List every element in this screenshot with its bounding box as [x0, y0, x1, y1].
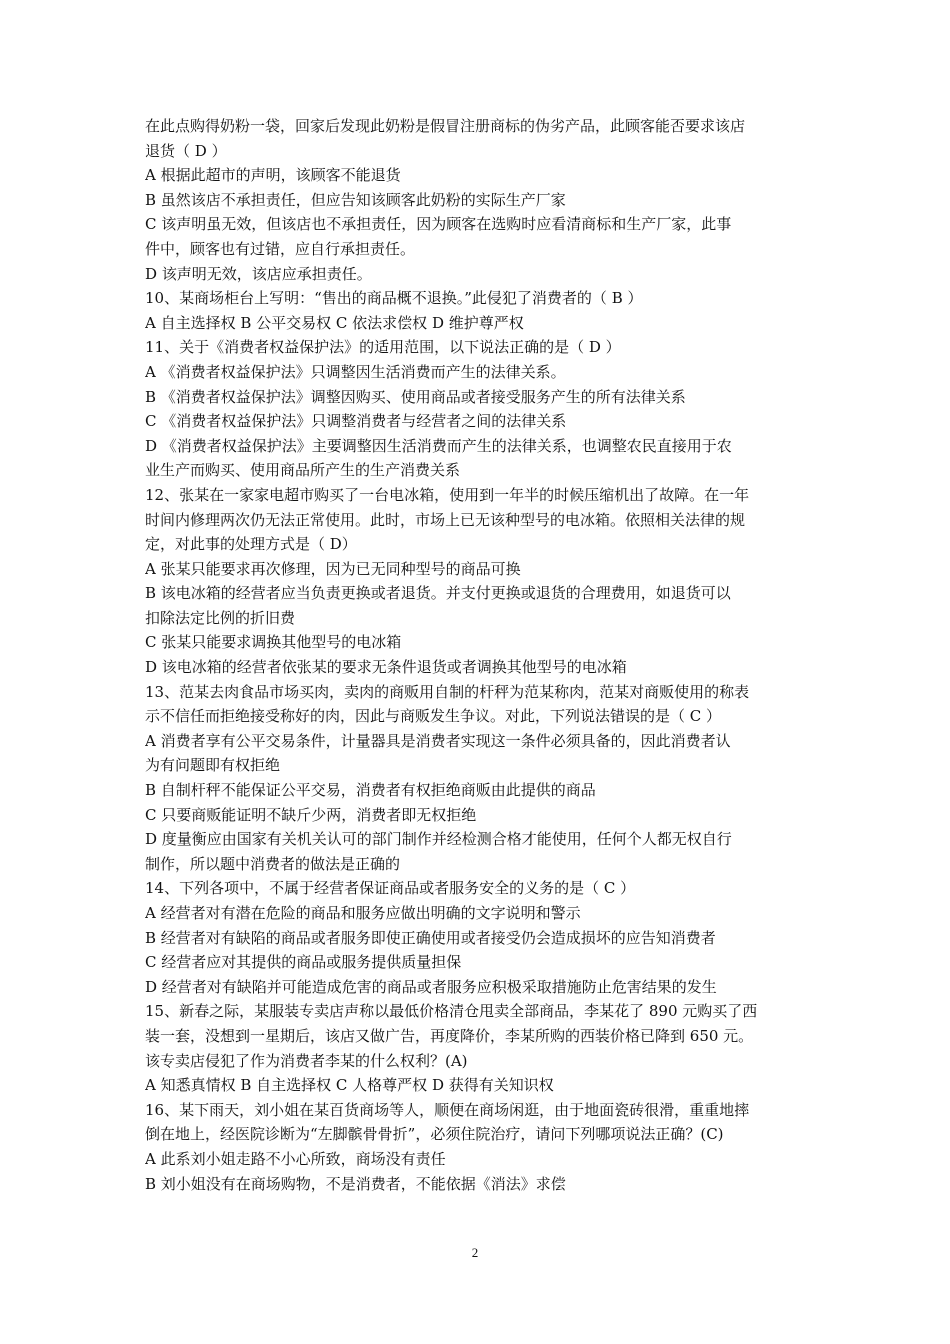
- text-line: 示不信任而拒绝接受称好的肉，因此与商贩发生争议。对此，下列说法错误的是（ C ）: [145, 707, 722, 726]
- page-number: 2: [471, 1245, 479, 1260]
- text-line: B 《消费者权益保护法》调整因购买、使用商品或者接受服务产生的所有法律关系: [145, 387, 686, 406]
- text-line: 为有问题即有权拒绝: [145, 756, 281, 775]
- text-line: D 《消费者权益保护法》主要调整因生活消费而产生的法律关系，也调整农民直接用于农: [145, 436, 732, 455]
- text-line: 10、某商场柜台上写明：“售出的商品概不退换。”此侵犯了消费者的（ B ）: [145, 289, 643, 308]
- text-line: 业生产而购买、使用商品所产生的生产消费关系: [145, 461, 461, 480]
- text-line: 该专卖店侵犯了作为消费者李某的什么权利？(A): [145, 1051, 468, 1070]
- text-line: B 刘小姐没有在商场购物，不是消费者，不能依据《消法》求偿: [145, 1174, 566, 1193]
- text-line: 在此点购得奶粉一袋，回家后发现此奶粉是假冒注册商标的伪劣产品，此顾客能否要求该店: [145, 117, 746, 135]
- text-line: 11、关于《消费者权益保护法》的适用范围，以下说法正确的是（ D ）: [145, 338, 621, 357]
- text-line: 扣除法定比例的折旧费: [145, 608, 296, 627]
- text-line: A 经营者对有潜在危险的商品和服务应做出明确的文字说明和警示: [145, 904, 581, 922]
- text-line: 13、范某去肉食品市场买肉，卖肉的商贩用自制的杆秤为范某称肉，范某对商贩使用的称表: [145, 682, 750, 701]
- text-line: D 度量衡应由国家有关机关认可的部门制作并经检测合格才能使用，任何个人都无权自行: [145, 830, 732, 849]
- text-line: B 自制杆秤不能保证公平交易，消费者有权拒绝商贩由此提供的商品: [145, 781, 596, 800]
- text-line: D 该电冰箱的经营者依张某的要求无条件退货或者调换其他型号的电冰箱: [145, 658, 627, 677]
- text-line: D 经营者对有缺陷并可能造成危害的商品或者服务应积极采取措施防止危害结果的发生: [145, 977, 717, 996]
- text-line: 制作，所以题中消费者的做法是正确的: [145, 854, 401, 873]
- text-line: B 该电冰箱的经营者应当负责更换或者退货。并支付更换或退货的合理费用，如退货可以: [145, 584, 731, 603]
- text-line: A 张某只能要求再次修理，因为已无同种型号的商品可换: [145, 559, 521, 578]
- text-line: C 该声明虽无效，但该店也不承担责任，因为顾客在选购时应看清商标和生产厂家，此事: [145, 215, 732, 234]
- text-line: A 消费者享有公平交易条件，计量器具是消费者实现这一条件必须具备的，因此消费者认: [145, 731, 731, 750]
- text-line: D 该声明无效，该店应承担责任。: [145, 264, 372, 283]
- text-line: 定，对此事的处理方式是（ D）: [145, 535, 357, 554]
- text-line: B 经营者对有缺陷的商品或者服务即使正确使用或者接受仍会造成损坏的应告知消费者: [145, 928, 716, 947]
- text-line: 倒在地上，经医院诊断为“左脚髌骨骨折”，必须住院治疗，请问下列哪项说法正确？(C): [145, 1125, 724, 1144]
- text-line: A 根据此超市的声明，该顾客不能退货: [145, 166, 401, 185]
- text-line: C 经营者应对其提供的商品或服务提供质量担保: [145, 953, 462, 972]
- document-body: [145, 114, 813, 1196]
- text-line: 时间内修理两次仍无法正常使用。此时，市场上已无该种型号的电冰箱。依照相关法律的规: [145, 510, 746, 529]
- text-line: A 《消费者权益保护法》只调整因生活消费而产生的法律关系。: [145, 362, 566, 381]
- text-line: A 知悉真情权 B 自主选择权 C 人格尊严权 D 获得有关知识权: [145, 1076, 554, 1095]
- text-line: 退货（ D ）: [145, 141, 227, 160]
- text-line: 12、张某在一家家电超市购买了一台电冰箱，使用到一年半的时候压缩机出了故障。在一年: [145, 485, 750, 504]
- text-line: C 只要商贩能证明不缺斤少两，消费者即无权拒绝: [145, 805, 477, 824]
- text-line: 16、某下雨天，刘小姐在某百货商场等人，顺便在商场闲逛，由于地面瓷砖很滑，重重地摔: [145, 1100, 750, 1119]
- text-line: C 张某只能要求调换其他型号的电冰箱: [145, 633, 402, 652]
- text-line: 件中，顾客也有过错，应自行承担责任。: [145, 239, 416, 258]
- text-line: C 《消费者权益保护法》只调整消费者与经营者之间的法律关系: [145, 412, 567, 431]
- text-line: B 虽然该店不承担责任，但应告知该顾客此奶粉的实际生产厂家: [145, 190, 566, 209]
- text-line: 装一套，没想到一星期后，该店又做广告，再度降价，李某所购的西装价格已降到 650 元。: [145, 1026, 754, 1045]
- text-line: A 此系刘小姐走路不小心所致，商场没有责任: [145, 1149, 446, 1168]
- text-line: A 自主选择权 B 公平交易权 C 依法求偿权 D 维护尊严权: [145, 313, 524, 332]
- text-line: 15、新春之际，某服装专卖店声称以最低价格清仓甩卖全部商品，李某花了 890 元购买了西: [145, 1002, 758, 1021]
- text-line: 14、下列各项中，不属于经营者保证商品或者服务安全的义务的是（ C ）: [145, 879, 636, 898]
